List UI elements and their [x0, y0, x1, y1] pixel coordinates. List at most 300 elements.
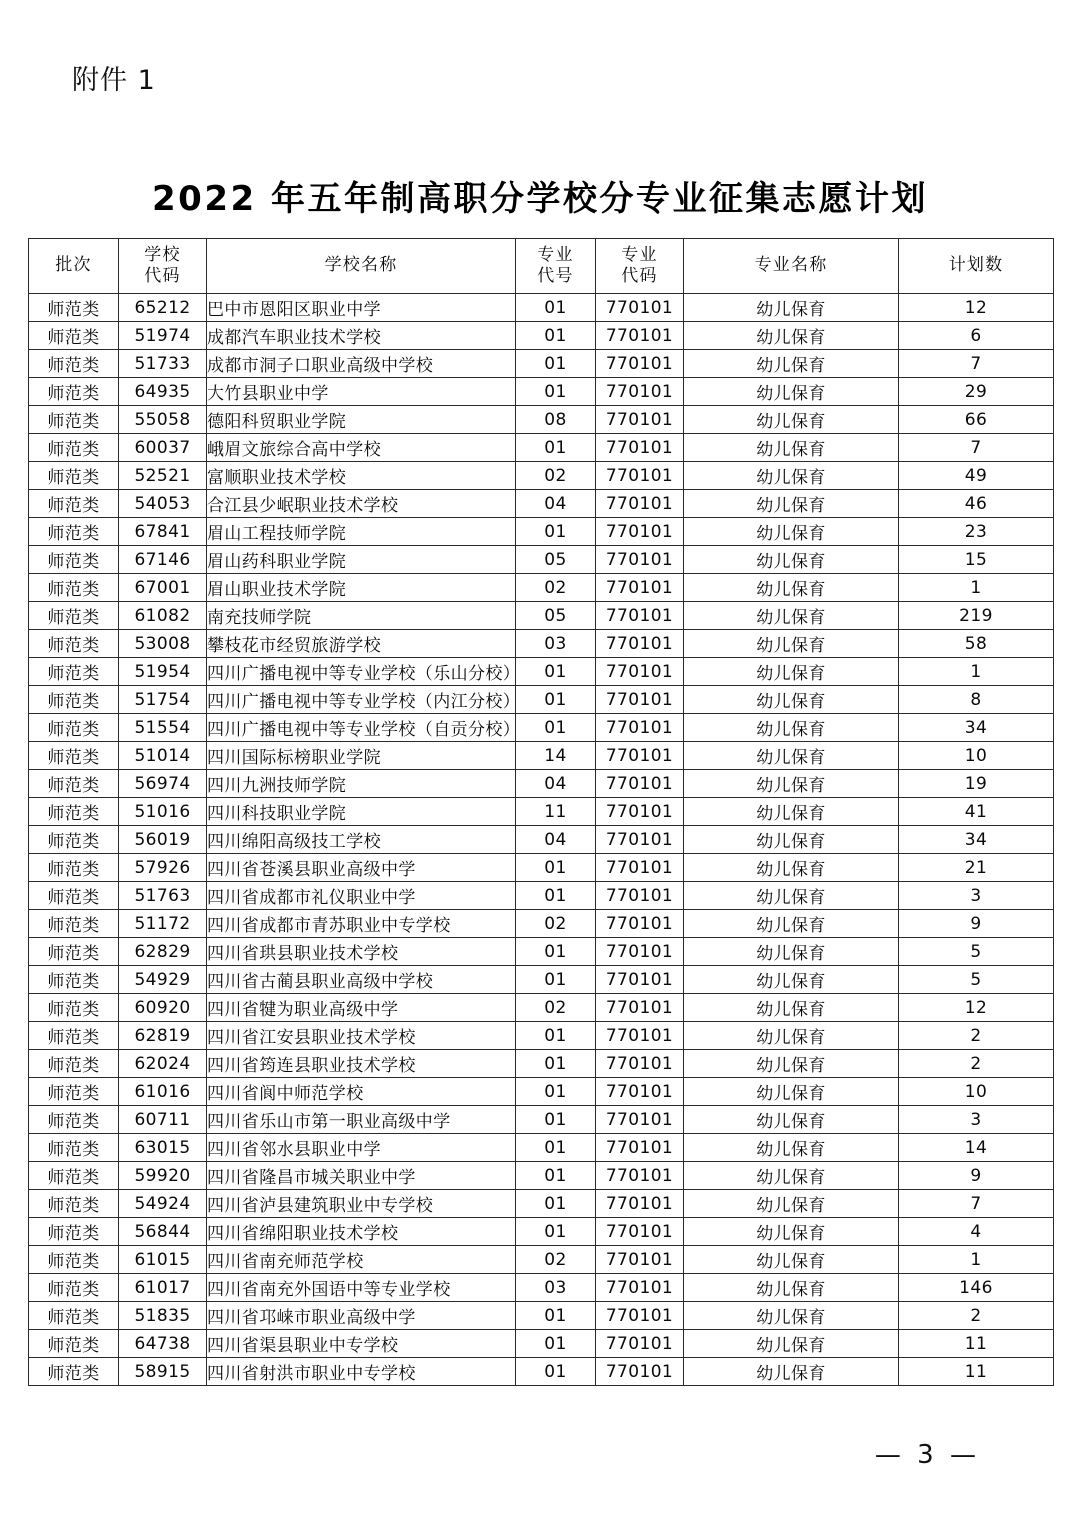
cell-major-name: 幼儿保育 [684, 1274, 899, 1302]
cell-major-code: 770101 [596, 1274, 684, 1302]
cell-school-code: 60920 [119, 994, 207, 1022]
column-header-school-name-label: 学校名称 [324, 255, 398, 276]
cell-quota: 11 [899, 1330, 1054, 1358]
cell-major-code: 770101 [596, 1218, 684, 1246]
cell-batch: 师范类 [29, 518, 119, 546]
cell-school-code: 61082 [119, 602, 207, 630]
cell-major-no: 01 [516, 518, 596, 546]
cell-school-name: 富顺职业技术学校 [207, 462, 516, 490]
table-row [29, 406, 1054, 434]
cell-major-no: 01 [516, 350, 596, 378]
column-header-major-code-line1: 专业 [621, 244, 658, 265]
cell-major-name: 幼儿保育 [684, 350, 899, 378]
cell-major-no: 01 [516, 378, 596, 406]
cell-quota: 7 [899, 350, 1054, 378]
cell-major-no: 01 [516, 1078, 596, 1106]
cell-major-name: 幼儿保育 [684, 686, 899, 714]
table-row [29, 882, 1054, 910]
cell-school-code: 65212 [119, 294, 207, 322]
cell-quota: 9 [899, 910, 1054, 938]
cell-major-no: 01 [516, 854, 596, 882]
cell-major-no: 01 [516, 1162, 596, 1190]
cell-major-code: 770101 [596, 1078, 684, 1106]
cell-school-code: 57926 [119, 854, 207, 882]
cell-school-code: 51954 [119, 658, 207, 686]
cell-school-name: 四川省绵阳职业技术学校 [207, 1218, 516, 1246]
attachment-label: 附件 1 [72, 65, 156, 96]
cell-major-name: 幼儿保育 [684, 714, 899, 742]
cell-school-code: 67146 [119, 546, 207, 574]
cell-school-name: 四川广播电视中等专业学校（乐山分校） [207, 658, 516, 686]
table-row [29, 518, 1054, 546]
cell-quota: 10 [899, 1078, 1054, 1106]
cell-batch: 师范类 [29, 994, 119, 1022]
column-header-major-no [516, 239, 596, 294]
cell-school-code: 62024 [119, 1050, 207, 1078]
cell-school-name: 四川省南充师范学校 [207, 1246, 516, 1274]
cell-major-code: 770101 [596, 546, 684, 574]
cell-quota: 12 [899, 294, 1054, 322]
table-row [29, 602, 1054, 630]
page-title: 2022 年五年制高职分学校分专业征集志愿计划 [152, 178, 928, 219]
cell-quota: 219 [899, 602, 1054, 630]
cell-major-name: 幼儿保育 [684, 378, 899, 406]
cell-major-name: 幼儿保育 [684, 462, 899, 490]
cell-major-no: 04 [516, 490, 596, 518]
cell-major-name: 幼儿保育 [684, 854, 899, 882]
table-row [29, 462, 1054, 490]
cell-school-name: 四川省苍溪县职业高级中学 [207, 854, 516, 882]
cell-school-name: 四川省乐山市第一职业高级中学 [207, 1106, 516, 1134]
cell-quota: 1 [899, 1246, 1054, 1274]
cell-major-code: 770101 [596, 994, 684, 1022]
cell-quota: 146 [899, 1274, 1054, 1302]
table-row [29, 434, 1054, 462]
cell-quota: 5 [899, 938, 1054, 966]
cell-major-no: 01 [516, 1358, 596, 1386]
cell-batch: 师范类 [29, 910, 119, 938]
cell-major-name: 幼儿保育 [684, 742, 899, 770]
cell-major-name: 幼儿保育 [684, 966, 899, 994]
cell-school-name: 四川省泸县建筑职业中专学校 [207, 1190, 516, 1218]
cell-major-no: 03 [516, 630, 596, 658]
cell-quota: 49 [899, 462, 1054, 490]
cell-school-name: 四川省阆中师范学校 [207, 1078, 516, 1106]
cell-major-code: 770101 [596, 1190, 684, 1218]
cell-school-name: 四川广播电视中等专业学校（自贡分校） [207, 714, 516, 742]
table-row [29, 854, 1054, 882]
table-row [29, 994, 1054, 1022]
cell-major-code: 770101 [596, 1302, 684, 1330]
cell-batch: 师范类 [29, 770, 119, 798]
cell-school-code: 59920 [119, 1162, 207, 1190]
cell-batch: 师范类 [29, 406, 119, 434]
cell-major-name: 幼儿保育 [684, 1218, 899, 1246]
cell-quota: 2 [899, 1050, 1054, 1078]
cell-batch: 师范类 [29, 630, 119, 658]
cell-school-code: 62829 [119, 938, 207, 966]
cell-batch: 师范类 [29, 1246, 119, 1274]
cell-quota: 23 [899, 518, 1054, 546]
cell-school-name: 攀枝花市经贸旅游学校 [207, 630, 516, 658]
cell-major-code: 770101 [596, 826, 684, 854]
cell-school-code: 51172 [119, 910, 207, 938]
cell-quota: 2 [899, 1022, 1054, 1050]
cell-major-name: 幼儿保育 [684, 294, 899, 322]
column-header-batch [29, 239, 119, 294]
cell-quota: 3 [899, 882, 1054, 910]
column-header-school-code [119, 239, 207, 294]
cell-school-code: 56019 [119, 826, 207, 854]
cell-quota: 29 [899, 378, 1054, 406]
cell-school-name: 成都市洞子口职业高级中学校 [207, 350, 516, 378]
cell-school-name: 四川省犍为职业高级中学 [207, 994, 516, 1022]
table-row [29, 1246, 1054, 1274]
cell-school-code: 52521 [119, 462, 207, 490]
cell-batch: 师范类 [29, 602, 119, 630]
cell-major-no: 14 [516, 742, 596, 770]
table-row [29, 294, 1054, 322]
cell-school-code: 61015 [119, 1246, 207, 1274]
cell-major-name: 幼儿保育 [684, 434, 899, 462]
column-header-major-name-label: 专业名称 [754, 255, 828, 276]
table-row [29, 1190, 1054, 1218]
table-row [29, 686, 1054, 714]
table-row [29, 350, 1054, 378]
cell-major-code: 770101 [596, 1358, 684, 1386]
cell-major-name: 幼儿保育 [684, 1078, 899, 1106]
cell-major-no: 01 [516, 1190, 596, 1218]
table-row [29, 1078, 1054, 1106]
page-number: — 3 — [874, 1440, 980, 1470]
table-row [29, 378, 1054, 406]
cell-major-name: 幼儿保育 [684, 1134, 899, 1162]
cell-major-name: 幼儿保育 [684, 406, 899, 434]
cell-batch: 师范类 [29, 546, 119, 574]
column-header-school-name [207, 239, 516, 294]
cell-batch: 师范类 [29, 966, 119, 994]
cell-school-name: 四川省筠连县职业技术学校 [207, 1050, 516, 1078]
table-row [29, 1022, 1054, 1050]
cell-major-no: 05 [516, 546, 596, 574]
cell-major-code: 770101 [596, 910, 684, 938]
cell-major-code: 770101 [596, 1134, 684, 1162]
cell-school-name: 四川省珙县职业技术学校 [207, 938, 516, 966]
cell-major-no: 01 [516, 1302, 596, 1330]
cell-batch: 师范类 [29, 490, 119, 518]
cell-major-code: 770101 [596, 798, 684, 826]
cell-major-name: 幼儿保育 [684, 574, 899, 602]
cell-school-code: 51763 [119, 882, 207, 910]
cell-major-name: 幼儿保育 [684, 1302, 899, 1330]
cell-school-code: 61017 [119, 1274, 207, 1302]
column-header-quota [899, 239, 1054, 294]
table-row [29, 966, 1054, 994]
cell-major-no: 01 [516, 686, 596, 714]
cell-major-no: 02 [516, 1246, 596, 1274]
cell-quota: 34 [899, 714, 1054, 742]
cell-quota: 3 [899, 1106, 1054, 1134]
cell-school-code: 58915 [119, 1358, 207, 1386]
cell-school-code: 63015 [119, 1134, 207, 1162]
cell-school-name: 南充技师学院 [207, 602, 516, 630]
cell-major-name: 幼儿保育 [684, 630, 899, 658]
column-header-major-code [596, 239, 684, 294]
cell-batch: 师范类 [29, 882, 119, 910]
cell-major-no: 01 [516, 714, 596, 742]
column-header-major-name [684, 239, 899, 294]
cell-major-no: 05 [516, 602, 596, 630]
cell-school-name: 四川绵阳高级技工学校 [207, 826, 516, 854]
cell-quota: 14 [899, 1134, 1054, 1162]
cell-major-no: 02 [516, 994, 596, 1022]
cell-quota: 58 [899, 630, 1054, 658]
column-header-major-no-line2: 代号 [537, 266, 574, 286]
cell-major-no: 03 [516, 1274, 596, 1302]
cell-major-no: 01 [516, 294, 596, 322]
cell-major-no: 02 [516, 574, 596, 602]
cell-school-code: 56974 [119, 770, 207, 798]
cell-major-code: 770101 [596, 630, 684, 658]
cell-school-name: 四川省邻水县职业中学 [207, 1134, 516, 1162]
cell-school-name: 德阳科贸职业学院 [207, 406, 516, 434]
cell-batch: 师范类 [29, 854, 119, 882]
table-row [29, 910, 1054, 938]
cell-major-no: 08 [516, 406, 596, 434]
cell-batch: 师范类 [29, 378, 119, 406]
cell-school-name: 四川省南充外国语中等专业学校 [207, 1274, 516, 1302]
table-header [29, 239, 1054, 294]
cell-major-no: 04 [516, 826, 596, 854]
cell-school-name: 眉山药科职业学院 [207, 546, 516, 574]
column-header-school-code-line1: 学校 [144, 244, 181, 265]
cell-school-code: 51016 [119, 798, 207, 826]
column-header-major-code-line2: 代码 [621, 266, 658, 286]
cell-major-code: 770101 [596, 1050, 684, 1078]
cell-major-code: 770101 [596, 854, 684, 882]
cell-school-name: 眉山职业技术学院 [207, 574, 516, 602]
column-header-major-no-line1: 专业 [537, 244, 574, 265]
cell-batch: 师范类 [29, 1022, 119, 1050]
cell-major-no: 01 [516, 1050, 596, 1078]
cell-major-name: 幼儿保育 [684, 1106, 899, 1134]
cell-major-no: 01 [516, 1330, 596, 1358]
table-row [29, 574, 1054, 602]
cell-quota: 7 [899, 434, 1054, 462]
cell-major-name: 幼儿保育 [684, 602, 899, 630]
cell-major-name: 幼儿保育 [684, 1330, 899, 1358]
cell-school-name: 四川省成都市礼仪职业中学 [207, 882, 516, 910]
cell-batch: 师范类 [29, 462, 119, 490]
cell-major-name: 幼儿保育 [684, 938, 899, 966]
cell-school-code: 51974 [119, 322, 207, 350]
cell-major-code: 770101 [596, 406, 684, 434]
cell-school-name: 眉山工程技师学院 [207, 518, 516, 546]
cell-major-code: 770101 [596, 742, 684, 770]
cell-major-name: 幼儿保育 [684, 1358, 899, 1386]
cell-major-no: 01 [516, 658, 596, 686]
cell-school-name: 四川省古蔺县职业高级中学校 [207, 966, 516, 994]
cell-school-code: 67001 [119, 574, 207, 602]
table-body [29, 294, 1054, 1386]
cell-batch: 师范类 [29, 826, 119, 854]
cell-major-name: 幼儿保育 [684, 994, 899, 1022]
cell-school-code: 60037 [119, 434, 207, 462]
cell-school-name: 巴中市恩阳区职业中学 [207, 294, 516, 322]
cell-major-name: 幼儿保育 [684, 798, 899, 826]
cell-quota: 2 [899, 1302, 1054, 1330]
cell-school-code: 64738 [119, 1330, 207, 1358]
cell-school-code: 51733 [119, 350, 207, 378]
cell-batch: 师范类 [29, 714, 119, 742]
cell-batch: 师范类 [29, 1162, 119, 1190]
table-row [29, 770, 1054, 798]
cell-major-code: 770101 [596, 882, 684, 910]
cell-major-name: 幼儿保育 [684, 658, 899, 686]
cell-school-code: 53008 [119, 630, 207, 658]
cell-quota: 1 [899, 658, 1054, 686]
cell-school-code: 54929 [119, 966, 207, 994]
cell-major-name: 幼儿保育 [684, 826, 899, 854]
cell-major-name: 幼儿保育 [684, 770, 899, 798]
cell-major-code: 770101 [596, 1162, 684, 1190]
cell-school-name: 四川省渠县职业中专学校 [207, 1330, 516, 1358]
cell-quota: 7 [899, 1190, 1054, 1218]
cell-major-code: 770101 [596, 1330, 684, 1358]
table-row [29, 1162, 1054, 1190]
cell-major-name: 幼儿保育 [684, 1246, 899, 1274]
cell-batch: 师范类 [29, 686, 119, 714]
cell-major-code: 770101 [596, 686, 684, 714]
cell-major-code: 770101 [596, 490, 684, 518]
cell-major-code: 770101 [596, 322, 684, 350]
cell-school-name: 四川国际标榜职业学院 [207, 742, 516, 770]
cell-school-code: 61016 [119, 1078, 207, 1106]
cell-quota: 1 [899, 574, 1054, 602]
cell-quota: 10 [899, 742, 1054, 770]
cell-major-no: 01 [516, 938, 596, 966]
cell-batch: 师范类 [29, 574, 119, 602]
cell-major-no: 11 [516, 798, 596, 826]
table-row [29, 630, 1054, 658]
cell-school-code: 51014 [119, 742, 207, 770]
cell-major-code: 770101 [596, 518, 684, 546]
cell-quota: 11 [899, 1358, 1054, 1386]
column-header-school-code-line2: 代码 [144, 266, 181, 286]
cell-major-code: 770101 [596, 938, 684, 966]
cell-major-no: 04 [516, 770, 596, 798]
cell-school-code: 51835 [119, 1302, 207, 1330]
cell-major-code: 770101 [596, 1246, 684, 1274]
table-row [29, 1134, 1054, 1162]
cell-school-code: 56844 [119, 1218, 207, 1246]
cell-major-name: 幼儿保育 [684, 546, 899, 574]
cell-major-name: 幼儿保育 [684, 1190, 899, 1218]
cell-major-no: 02 [516, 910, 596, 938]
cell-school-name: 峨眉文旅综合高中学校 [207, 434, 516, 462]
cell-quota: 15 [899, 546, 1054, 574]
cell-school-name: 合江县少岷职业技术学校 [207, 490, 516, 518]
enrollment-plan-table [28, 238, 1054, 1386]
cell-school-code: 60711 [119, 1106, 207, 1134]
cell-major-code: 770101 [596, 574, 684, 602]
cell-major-name: 幼儿保育 [684, 882, 899, 910]
cell-school-code: 51554 [119, 714, 207, 742]
cell-quota: 46 [899, 490, 1054, 518]
cell-major-name: 幼儿保育 [684, 518, 899, 546]
cell-batch: 师范类 [29, 798, 119, 826]
cell-batch: 师范类 [29, 1302, 119, 1330]
table-row [29, 1218, 1054, 1246]
cell-quota: 6 [899, 322, 1054, 350]
column-header-quota-label: 计划数 [948, 255, 1004, 276]
cell-school-name: 四川九洲技师学院 [207, 770, 516, 798]
cell-major-code: 770101 [596, 378, 684, 406]
cell-batch: 师范类 [29, 294, 119, 322]
table-row [29, 1106, 1054, 1134]
cell-major-code: 770101 [596, 1106, 684, 1134]
cell-school-name: 四川科技职业学院 [207, 798, 516, 826]
cell-major-code: 770101 [596, 714, 684, 742]
table-row [29, 1274, 1054, 1302]
cell-major-name: 幼儿保育 [684, 322, 899, 350]
cell-batch: 师范类 [29, 1274, 119, 1302]
cell-school-code: 54924 [119, 1190, 207, 1218]
cell-major-no: 01 [516, 1134, 596, 1162]
cell-major-no: 01 [516, 1218, 596, 1246]
cell-major-name: 幼儿保育 [684, 1022, 899, 1050]
cell-school-name: 四川省成都市青苏职业中专学校 [207, 910, 516, 938]
cell-school-code: 62819 [119, 1022, 207, 1050]
cell-quota: 4 [899, 1218, 1054, 1246]
cell-major-name: 幼儿保育 [684, 1050, 899, 1078]
cell-school-name: 成都汽车职业技术学校 [207, 322, 516, 350]
cell-major-no: 01 [516, 322, 596, 350]
cell-major-code: 770101 [596, 462, 684, 490]
table-row [29, 1358, 1054, 1386]
cell-school-name: 四川省射洪市职业中专学校 [207, 1358, 516, 1386]
cell-batch: 师范类 [29, 742, 119, 770]
cell-major-no: 01 [516, 966, 596, 994]
cell-major-no: 01 [516, 434, 596, 462]
cell-major-no: 01 [516, 882, 596, 910]
cell-batch: 师范类 [29, 1134, 119, 1162]
cell-school-name: 四川省江安县职业技术学校 [207, 1022, 516, 1050]
cell-quota: 9 [899, 1162, 1054, 1190]
cell-major-no: 01 [516, 1106, 596, 1134]
table-row [29, 1330, 1054, 1358]
cell-school-name: 四川省隆昌市城关职业中学 [207, 1162, 516, 1190]
cell-quota: 8 [899, 686, 1054, 714]
cell-major-code: 770101 [596, 966, 684, 994]
cell-batch: 师范类 [29, 1106, 119, 1134]
table-row [29, 546, 1054, 574]
cell-batch: 师范类 [29, 1050, 119, 1078]
cell-school-name: 大竹县职业中学 [207, 378, 516, 406]
cell-batch: 师范类 [29, 1190, 119, 1218]
cell-school-code: 64935 [119, 378, 207, 406]
cell-batch: 师范类 [29, 938, 119, 966]
cell-school-name: 四川广播电视中等专业学校（内江分校） [207, 686, 516, 714]
table-row [29, 658, 1054, 686]
cell-quota: 34 [899, 826, 1054, 854]
table-row [29, 1302, 1054, 1330]
table-row [29, 798, 1054, 826]
cell-major-name: 幼儿保育 [684, 490, 899, 518]
cell-batch: 师范类 [29, 322, 119, 350]
cell-major-code: 770101 [596, 1022, 684, 1050]
cell-quota: 21 [899, 854, 1054, 882]
